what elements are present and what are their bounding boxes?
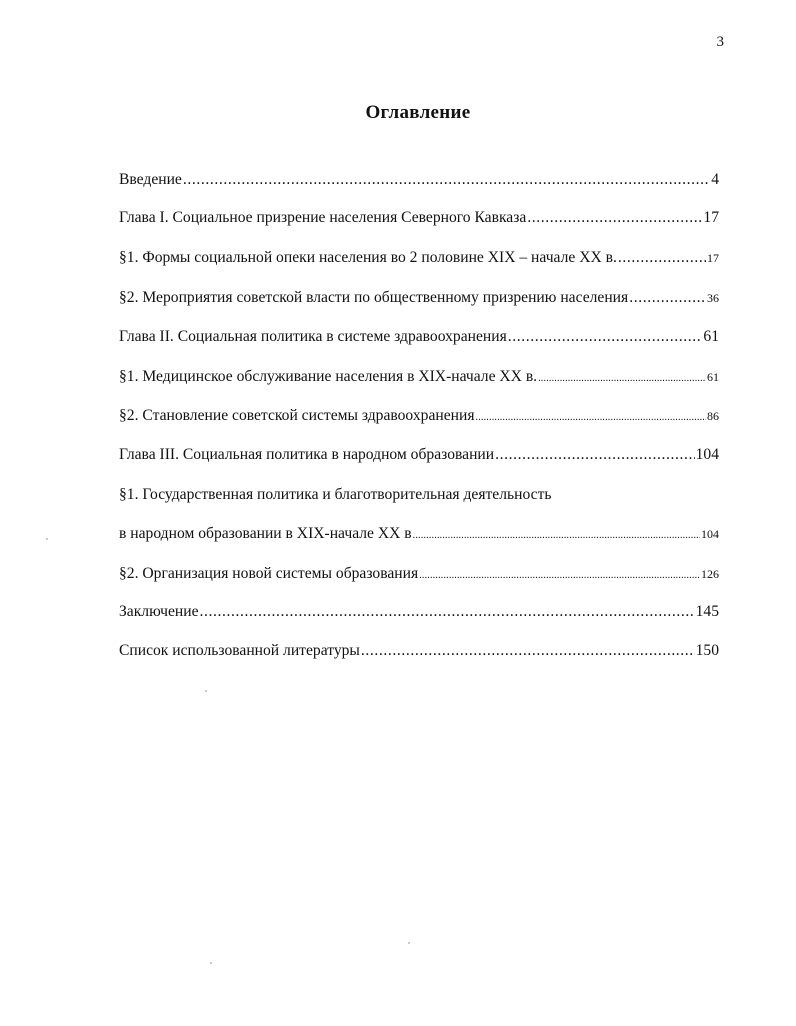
toc-entry-page: 150 xyxy=(695,642,719,659)
toc-entry-page: 145 xyxy=(695,603,719,620)
toc-entry-label: Глава I. Социальное призрение населения Северного Кавказа xyxy=(119,209,527,226)
toc-entry-label: §2. Организация новой системы образования xyxy=(119,565,419,582)
toc-entry-chapter-1 xyxy=(119,208,719,228)
toc-entry-page: 61 xyxy=(703,328,719,345)
toc-entry-conclusion xyxy=(119,602,719,622)
toc-leader-dots xyxy=(476,408,707,428)
toc-entry-page: 36 xyxy=(707,291,719,305)
scan-speck xyxy=(205,690,207,692)
toc-entry-page: 61 xyxy=(707,370,719,384)
toc-entry-label: §2. Мероприятия советской власти по общественному призрению населения xyxy=(119,289,629,306)
toc-entry-chapter-1-section-1 xyxy=(119,248,719,268)
toc-entry-bibliography xyxy=(119,641,719,661)
page-number: 3 xyxy=(716,34,724,50)
toc-entry-chapter-3-section-2 xyxy=(119,564,719,586)
toc-entry-label: Глава III. Социальная политика в народном образовании xyxy=(119,446,495,463)
toc-entry-page: 104 xyxy=(701,527,719,541)
toc-entry-label: Введение xyxy=(119,171,182,188)
toc-entry-chapter-1-section-2 xyxy=(119,288,719,308)
toc-entry-page: 104 xyxy=(695,446,719,463)
toc-entry-label: Заключение xyxy=(119,603,199,620)
scan-speck xyxy=(210,962,212,964)
toc-leader-dots xyxy=(413,526,700,546)
toc-entry-chapter-3-section-1-line-1: §1. Государственная политика и благотворительная деятельность xyxy=(119,486,552,503)
toc-entry-chapter-3-section-1 xyxy=(119,524,719,546)
toc-leader-dots xyxy=(200,602,695,622)
scan-speck xyxy=(408,942,410,944)
toc-entry-label: Глава II. Социальная политика в системе здравоохранения xyxy=(119,328,507,345)
toc-leader-dots xyxy=(538,369,706,389)
page-title: Оглавление xyxy=(365,102,471,123)
toc-entry-page: 126 xyxy=(701,567,719,581)
toc-entry-page: 4 xyxy=(711,171,719,188)
toc-entry-page: 17 xyxy=(707,251,719,265)
toc-leader-dots xyxy=(508,327,703,347)
toc-leader-dots xyxy=(361,641,695,661)
toc-entry-label: Список использованной литературы xyxy=(119,642,360,659)
toc-leader-dots xyxy=(629,288,706,308)
toc-entry-chapter-2 xyxy=(119,327,719,347)
toc-leader-dots xyxy=(419,566,700,586)
toc-entry-chapter-2-section-2 xyxy=(119,406,719,428)
toc-entry-label: §2. Становление советской системы здравоохранения xyxy=(119,407,475,424)
toc-leader-dots xyxy=(183,170,710,190)
toc-entry-label: §1. Медицинское обслуживание населения в XIX-начале XX в. xyxy=(119,368,538,385)
toc-entry-page: 86 xyxy=(707,409,719,423)
toc-entry-label: в народном образовании в XIX-начале XX в xyxy=(119,525,412,542)
toc-leader-dots xyxy=(527,208,702,228)
toc-entry-chapter-2-section-1 xyxy=(119,367,719,389)
toc-entry-label: §1. Формы социальной опеки населения во 2 половине XIX – начале XX в. xyxy=(119,249,617,266)
toc-leader-dots xyxy=(618,248,706,268)
scan-speck xyxy=(46,538,48,540)
toc-entry-page: 17 xyxy=(703,209,719,226)
toc-entry-chapter-3 xyxy=(119,445,719,465)
toc-entry-introduction xyxy=(119,170,719,190)
toc-leader-dots xyxy=(495,445,695,465)
